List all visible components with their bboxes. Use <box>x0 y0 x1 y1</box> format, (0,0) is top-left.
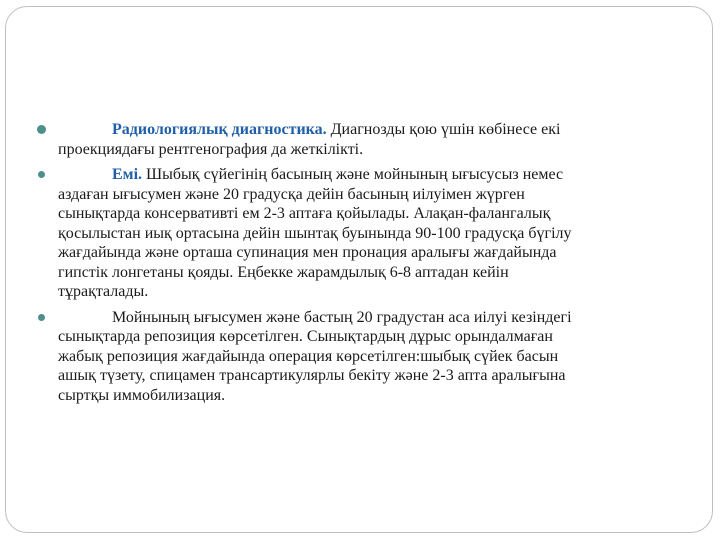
bullet-dot-icon <box>37 125 46 134</box>
bullet-lead: Радиологиялық диагностика. <box>112 121 327 138</box>
bullet-lead: Емі. <box>112 166 143 183</box>
bullet-text: Шыбық сүйегінің басының және мойнының ығысусыз немес аздаған ығысумен және 20 градусқа дейін басының иілуімен жүрген сынықтарда консервативті ем 2-3 аптаға қойылады. Алақан-фалангалық қосылыстан иық ортасына дейін шынтақ буынында 90-100 градусқа бүгілу жағдайында және орташа супинация мен пронация аралығы жағдайында гипстік лонгетаны қояды. Еңбекке жарамдылық 6-8 аптадан кейін тұрақталады. <box>58 166 572 300</box>
bullet-item-treatment <box>36 165 596 302</box>
slide-content <box>36 120 596 411</box>
bullet-item-diagnostics <box>36 120 596 159</box>
bullet-dot-icon <box>38 314 45 321</box>
bullet-dot-icon <box>38 171 45 178</box>
bullet-item-surgery <box>36 308 596 406</box>
bullet-text: Мойнының ығысумен және бастың 20 градустан аса иілуі кезіндегі сынықтарда репозиция көрсетілген. Сынықтардың дұрыс орындалмаған жабық репозиция жағдайында операция көрсетілген:шыбық сүйек басын ашық түзету, спицамен трансартикулярлы бекіту және 2-3 апта аралығына сыртқы иммобилизация. <box>58 308 572 404</box>
bullet-text: Диагнозды қою үшін көбінесе екі проекциядағы рентгенография да жеткілікті. <box>58 121 561 158</box>
